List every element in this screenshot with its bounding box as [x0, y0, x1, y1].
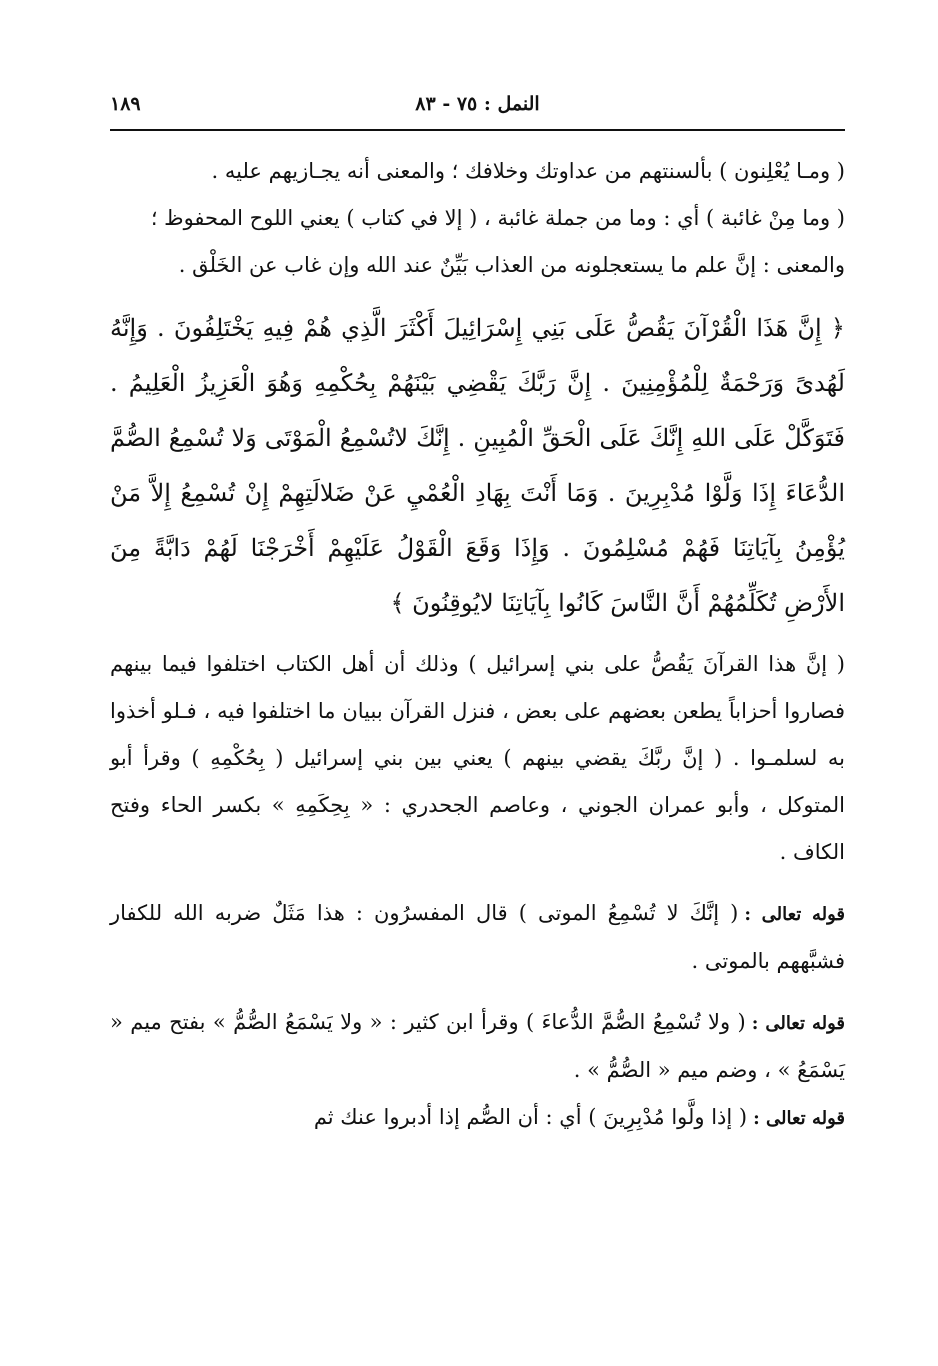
note-lead: قوله تعالى :	[753, 1108, 845, 1129]
surah-page-title: النمل : ٧٥ - ٨٣	[415, 93, 540, 115]
note-lead: قوله تعالى :	[744, 904, 845, 925]
page-body	[110, 148, 845, 1142]
page-number: ١٨٩	[110, 93, 141, 115]
paragraph-1: ( ومـا يُعْلِنون ) بألسنتهم من عداوتك وخلافك ؛ والمعنى أنه يجـازيهم عليه .	[211, 159, 845, 183]
page-header	[110, 84, 845, 124]
spacer	[110, 876, 845, 890]
paragraph-3: والمعنى : إنَّ علم ما يستعجلونه من العذاب بَيِّنٌ عند الله وإن غاب عن الخَلْق .	[178, 253, 845, 277]
note-1	[110, 890, 845, 985]
note-text: ( إذا ولَّوا مُدْبِرِينَ ) أي : أن الصُّم إذا أدبروا عنك ثم	[313, 1105, 748, 1129]
spacer	[110, 985, 845, 999]
note-2	[110, 999, 845, 1094]
paragraph-2: ( وما مِنْ غائبة ) أي : وما من جملة غائبة ، ( إلا في كتاب ) يعني اللوح المحفوظ ؛	[150, 206, 845, 230]
header-rule	[110, 129, 845, 131]
quran-verses: ﴿ إِنَّ هَذَا الْقُرْآنَ يَقُصُّ عَلَى بَنِي إِسْرَائِيلَ أَكْثَرَ الَّذِي هُمْ فِيهِ يَخْتَلِفُونَ . وَإِنَّهُ لَهُدىً وَرَحْمَةٌ لِلْمُؤْمِنِينَ . إِنَّ رَبَّكَ يَقْضِي بَيْنَهُمْ بِحُكْمِهِ وَهُوَ الْعَزِيزُ الْعَلِيمُ . فَتَوَكَّلْ عَلَى اللهِ إِنَّكَ عَلَى الْحَقِّ الْمُبِينِ . إِنَّكَ لاتُسْمِعُ الْمَوْتَى وَلا تُسْمِعُ الصُّمَّ الدُّعَاءَ إِذَا وَلَّوْا مُدْبِرِينَ . وَمَا أَنْتَ بِهَادِ الْعُمْيِ عَنْ ضَلالَتِهِمْ إِنْ تُسْمِعُ إِلاَّ مَنْ يُؤْمِنُ بِآيَاتِنَا فَهُمْ مُسْلِمُونَ . وَإِذَا وَقَعَ الْقَوْلُ عَلَيْهِمْ أَخْرَجْنَا لَهُمْ دَابَّةً مِنَ الأَرْضِ تُكَلِّمُهُمْ أَنَّ النَّاسَ كَانُوا بِآيَاتِنَا لايُوقِنُونَ ﴾	[110, 314, 845, 617]
note-lead: قوله تعالى :	[751, 1013, 845, 1034]
note-text: ( إنَّكَ لا تُسْمِعُ الموتى ) قال المفسرُون : هذا مَثَلٌ ضربه الله للكفار فشبَّههم بالموتى .	[110, 901, 845, 973]
note-text: ( ولا تُسْمِعُ الصُّمَّ الدُّعاءَ ) وقرأ ابن كثير : « ولا يَسْمَعُ الصُّمُّ » بفتح ميم « يَسْمَعُ » ، وضم ميم « الصُّمُّ » .	[110, 1010, 845, 1082]
note-3	[110, 1094, 845, 1142]
tafsir-paragraph: ( إنَّ هذا القرآنَ يَقُصُّ على بني إسرائيل ) وذلك أن أهل الكتاب اختلفوا فيما بينهم فصاروا أحزاباً يطعن بعضهم على بعض ، فنزل القرآن ببيان ما اختلفوا فيه ، فـلو أخذوا به لسلمـوا . ( إنَّ ربَّكَ يقضي بينهم ) يعني بين بني إسرائيل ( بِحُكْمِهِ ) وقرأ أبو المتوكل ، وأبو عمران الجوني ، وعاصم الجحدري : « بِحِكَمِهِ » بكسر الحاء وفتح الكاف .	[110, 652, 845, 864]
